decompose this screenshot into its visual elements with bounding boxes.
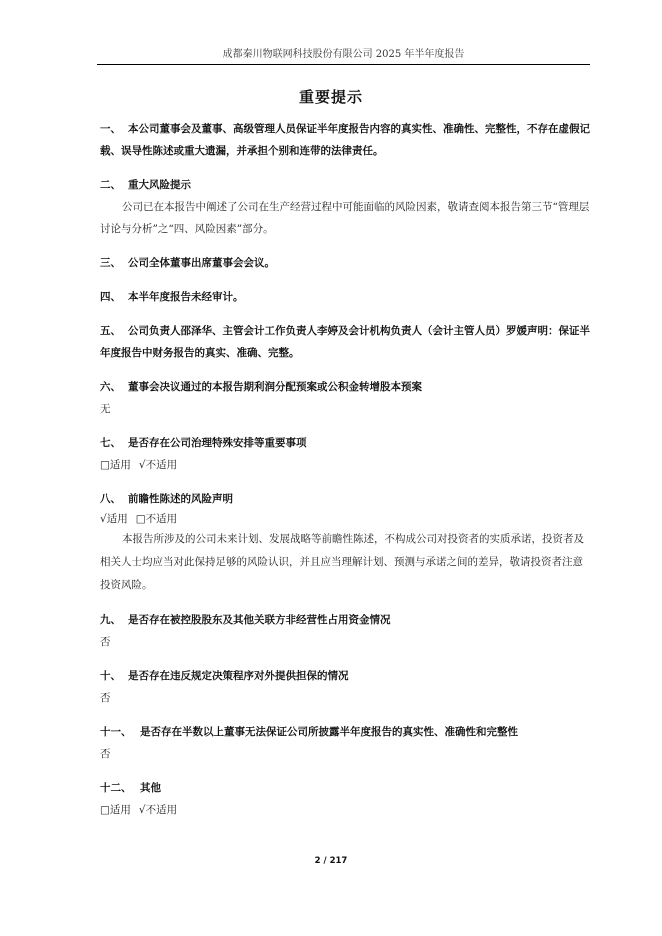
section-number: 三、 (100, 257, 121, 269)
section-3 (100, 252, 592, 274)
section-answer: 无 (100, 403, 111, 415)
section-title: 公司全体董事出席董事会会议。 (128, 257, 275, 269)
section-9 (100, 609, 592, 653)
section-title: 是否存在被控股股东及其他关联方非经营性占用资金情况 (128, 614, 391, 626)
section-number: 十二、 (100, 782, 132, 794)
page-title: 重要提示 (298, 88, 363, 106)
section-body: 本报告所涉及的公司未来计划、发展战略等前瞻性陈述，不构成公司对投资者的实质承诺，投资者及相关人士均应当对此保持足够的风险认识，并且应当理解计划、预测与承诺之间的差异，敬请投资者注意投资风险。 (100, 533, 584, 591)
section-title: 其他 (140, 782, 161, 794)
section-title: 重大风险提示 (128, 179, 191, 191)
section-title: 是否存在违反规定决策程序对外提供担保的情况 (128, 670, 349, 682)
option-applicable: √适用 (100, 513, 128, 525)
section-11 (100, 721, 592, 765)
section-answer: 否 (100, 636, 111, 648)
section-title: 董事会决议通过的本报告期利润分配预案或公积金转增股本预案 (128, 381, 422, 393)
option-not-applicable: √不适用 (138, 459, 178, 471)
section-answer: 否 (100, 692, 111, 704)
page-header: 成都秦川物联网科技股份有限公司 2025 年半年度报告 (97, 45, 590, 65)
section-text: 本公司董事会及董事、高级管理人员保证半年度报告内容的真实性、准确性、完整性，不存在虚假记载、误导性陈述或重大遗漏，并承担个别和连带的法律责任。 (100, 123, 590, 157)
section-number: 六、 (100, 381, 121, 393)
section-title: 是否存在半数以上董事无法保证公司所披露半年度报告的真实性、准确性和完整性 (140, 726, 518, 738)
section-number: 八、 (100, 493, 121, 505)
section-4 (100, 286, 592, 308)
applicability-options (100, 799, 592, 821)
section-title: 是否存在公司治理特殊安排等重要事项 (128, 437, 307, 449)
section-number: 五、 (100, 325, 121, 337)
section-8 (100, 488, 592, 597)
section-number: 一、 (100, 123, 121, 135)
applicability-options (100, 510, 592, 528)
option-applicable: □适用 (100, 804, 131, 816)
section-number: 十一、 (100, 726, 132, 738)
section-number: 四、 (100, 291, 121, 303)
section-title: 本半年度报告未经审计。 (128, 291, 244, 303)
option-applicable: □适用 (100, 459, 131, 471)
section-2 (100, 174, 592, 240)
section-6 (100, 376, 592, 420)
section-12 (100, 777, 592, 821)
section-7 (100, 432, 592, 476)
section-1 (100, 118, 592, 162)
section-number: 十、 (100, 670, 121, 682)
section-answer: 否 (100, 748, 111, 760)
option-not-applicable: √不适用 (138, 804, 178, 816)
section-number: 九、 (100, 614, 121, 626)
section-body: 公司已在本报告中阐述了公司在生产经营过程中可能面临的风险因素，敬请查阅本报告第三节“管理层讨论与分析”之“四、风险因素”部分。 (100, 201, 590, 235)
applicability-options (100, 454, 592, 476)
notice-content (100, 118, 592, 833)
section-5 (100, 320, 592, 364)
section-number: 七、 (100, 437, 121, 449)
section-title: 前瞻性陈述的风险声明 (128, 493, 233, 505)
page-number: 2 / 217 (314, 856, 348, 866)
section-10 (100, 665, 592, 709)
section-number: 二、 (100, 179, 121, 191)
option-not-applicable: □不适用 (135, 513, 178, 525)
section-text: 公司负责人邵泽华、主管会计工作负责人李婷及会计机构负责人（会计主管人员）罗媛声明：保证半年度报告中财务报告的真实、准确、完整。 (100, 325, 590, 359)
